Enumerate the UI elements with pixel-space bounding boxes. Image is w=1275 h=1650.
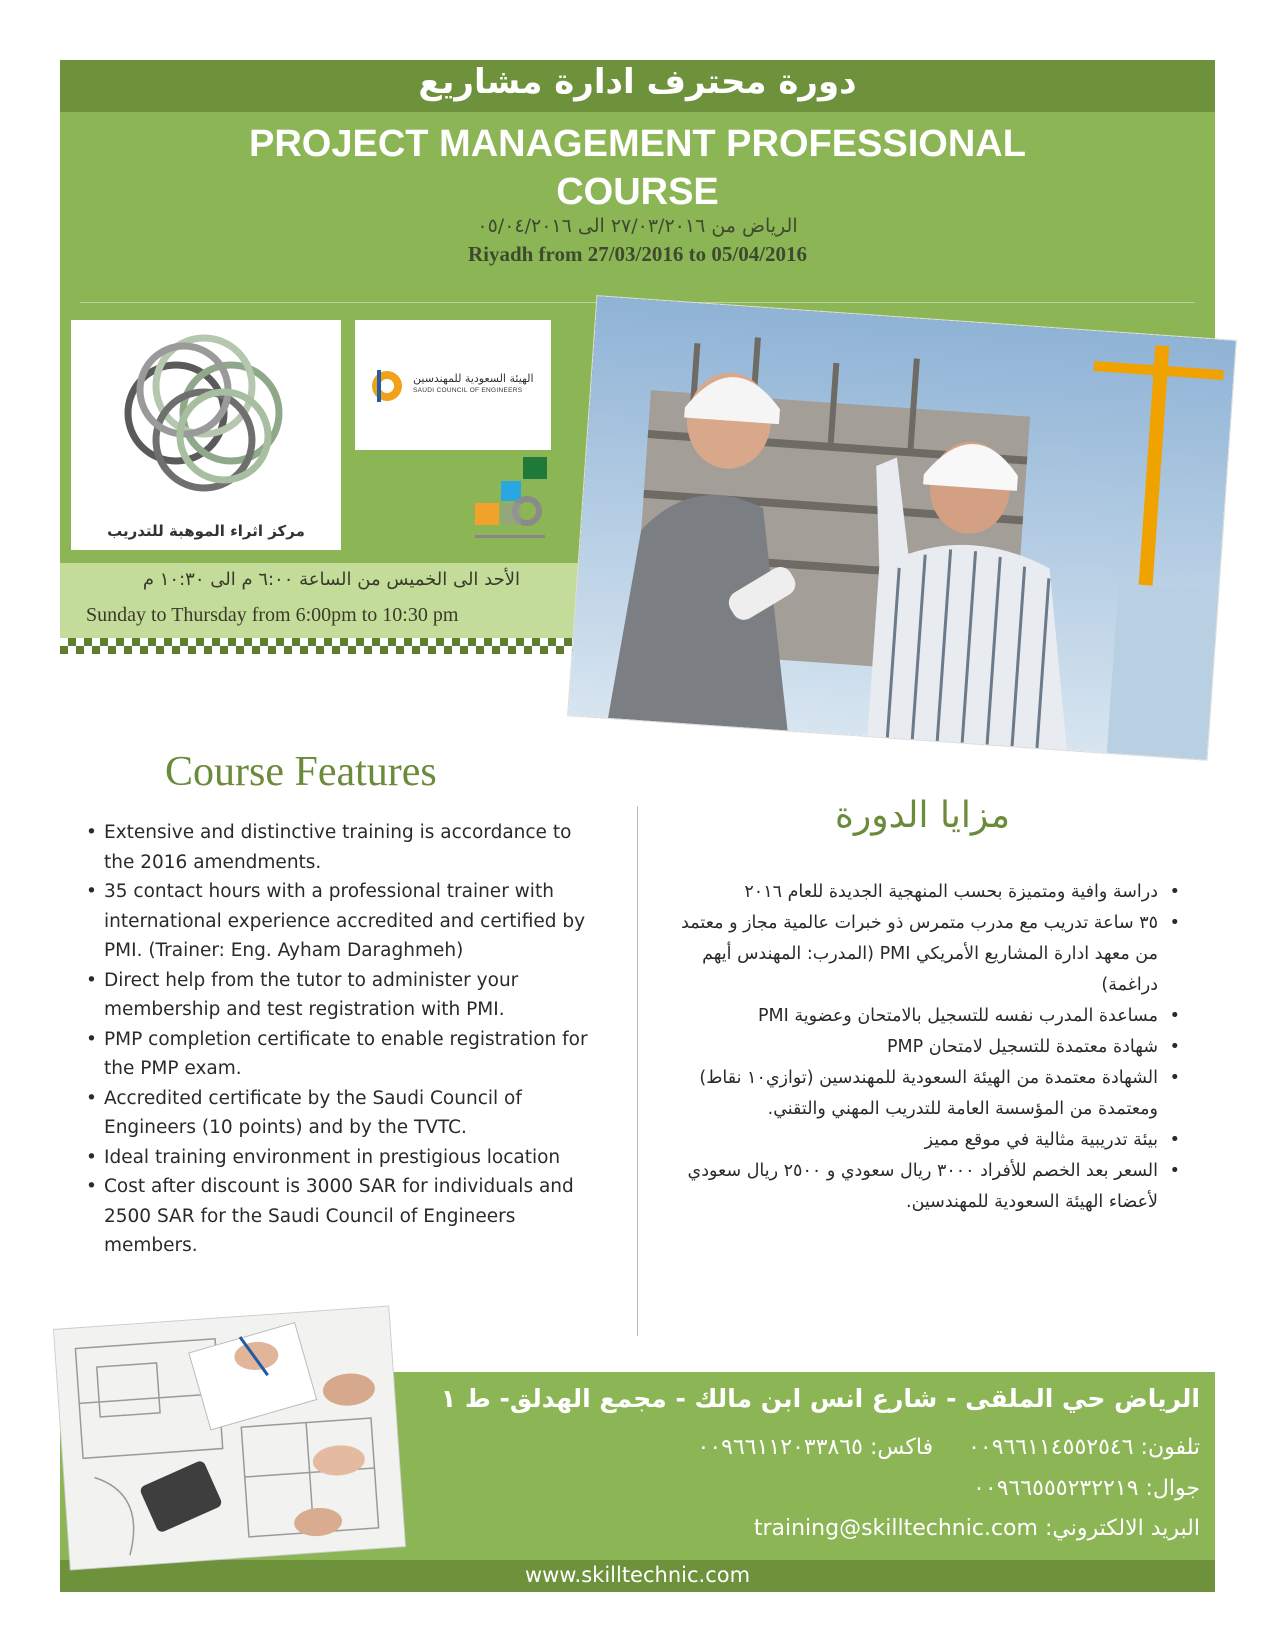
email-label: البريد الالكتروني: bbox=[1044, 1516, 1200, 1541]
engineers-photo bbox=[568, 296, 1236, 760]
mobile-number[interactable]: ٠٠٩٦٦٥٥٥٢٣٢٢١٩ bbox=[973, 1476, 1139, 1501]
course-dates-arabic: الرياض من ٢٧/٠٣/٢٠١٦ الى ٠٥/٠٤/٢٠١٦ bbox=[477, 215, 798, 237]
features-list-english bbox=[86, 818, 596, 1261]
mobile-line bbox=[973, 1476, 1200, 1501]
list-item: • دراسة وافية ومتميزة بحسب المنهجية الجديدة للعام ٢٠١٦ bbox=[680, 877, 1180, 908]
talent-center-logo bbox=[71, 320, 341, 550]
email-link[interactable]: training@skilltechnic.com bbox=[753, 1516, 1038, 1541]
course-dates-english: Riyadh from 27/03/2016 to 05/04/2016 bbox=[467, 242, 808, 266]
list-item: • 35 contact hours with a professional trainer with international experience accredited and certified by PMI. (Trainer: Eng. Ayham Daraghmeh) bbox=[86, 877, 596, 966]
title-band-arabic bbox=[60, 60, 1215, 112]
phone-fax-line bbox=[698, 1435, 1200, 1460]
features-list-arabic bbox=[680, 877, 1180, 1218]
list-item: • Ideal training environment in prestigious location bbox=[86, 1143, 596, 1173]
council-emblem-icon bbox=[367, 366, 407, 406]
list-item: • شهادة معتمدة للتسجيل لامتحان PMP bbox=[680, 1032, 1180, 1063]
saudi-council-logo bbox=[355, 320, 551, 450]
fax-label: فاكس: bbox=[869, 1435, 934, 1460]
talent-center-name: مركز اثراء الموهبة للتدريب bbox=[107, 522, 305, 540]
list-item: • مساعدة المدرب نفسه للتسجيل بالامتحان وعضوية PMI bbox=[680, 1001, 1180, 1032]
list-item: • بيئة تدريبية مثالية في موقع مميز bbox=[680, 1125, 1180, 1156]
list-item: • PMP completion certificate to enable registration for the PMP exam. bbox=[86, 1025, 596, 1084]
schedule-english: Sunday to Thursday from 6:00pm to 10:30 pm bbox=[86, 604, 459, 626]
fax-number: ٠٠٩٦٦١١٢٠٣٣٨٦٥ bbox=[697, 1435, 863, 1460]
phone-label: تلفون: bbox=[1140, 1435, 1200, 1460]
list-item: • Cost after discount is 3000 SAR for individuals and 2500 SAR for the Saudi Council of Engineers members. bbox=[86, 1172, 596, 1261]
course-title-arabic: دورة محترف ادارة مشاريع bbox=[418, 62, 857, 102]
tvtc-logo bbox=[465, 455, 551, 550]
list-item: • ٣٥ ساعة تدريب مع مدرب متمرس ذو خبرات عالمية مجاز و معتمد من معهد ادارة المشاريع الأمريكي PMI (المدرب: المهندس أيهم دراغمة) bbox=[680, 908, 1180, 1001]
features-title-arabic: مزايا الدورة bbox=[835, 795, 1011, 836]
list-item: • Extensive and distinctive training is accordance to the 2016 amendments. bbox=[86, 818, 596, 877]
mobile-label: جوال: bbox=[1145, 1476, 1200, 1501]
course-title-line1: PROJECT MANAGEMENT PROFESSIONAL bbox=[249, 123, 1026, 165]
list-item: • Accredited certificate by the Saudi Council of Engineers (10 points) and by the TVTC. bbox=[86, 1084, 596, 1143]
council-name-arabic: الهيئة السعودية للمهندسين bbox=[413, 372, 534, 385]
tvtc-logo-icon bbox=[465, 455, 551, 550]
email-line bbox=[754, 1516, 1200, 1541]
address: الرياض حي الملقى - شارع انس ابن مالك - مجمع الهدلق- ط ١ bbox=[440, 1384, 1200, 1413]
course-title-english bbox=[60, 120, 1215, 216]
features-title-english: Course Features bbox=[165, 749, 437, 795]
column-divider bbox=[637, 806, 638, 1336]
schedule-panel bbox=[60, 563, 580, 638]
blueprints-photo bbox=[54, 1307, 405, 1570]
list-item: • الشهادة معتمدة من الهيئة السعودية للمهندسين (توازي١٠ نقاط) ومعتمدة من المؤسسة العامة للتدريب المهني والتقني. bbox=[680, 1063, 1180, 1125]
website-band bbox=[60, 1560, 1215, 1592]
checker-border bbox=[60, 638, 580, 654]
blueprints-illustration bbox=[54, 1307, 405, 1570]
rosette-icon bbox=[71, 328, 341, 528]
phone-number[interactable]: ٠٠٩٦٦١١٤٥٥٢٥٤٦ bbox=[968, 1435, 1134, 1460]
course-title-line2: COURSE bbox=[556, 171, 719, 213]
schedule-arabic: الأحد الى الخميس من الساعة ٦:٠٠ م الى ١٠:٣٠ م bbox=[142, 569, 520, 590]
council-name-english: SAUDI COUNCIL OF ENGINEERS bbox=[413, 387, 523, 394]
list-item: • السعر بعد الخصم للأفراد ٣٠٠٠ ريال سعودي و ٢٥٠٠ ريال سعودي لأعضاء الهيئة السعودية للمهندسين. bbox=[680, 1156, 1180, 1218]
engineers-illustration bbox=[568, 296, 1236, 760]
list-item: • Direct help from the tutor to administer your membership and test registration with PMI. bbox=[86, 966, 596, 1025]
website-link[interactable]: www.skilltechnic.com bbox=[524, 1563, 751, 1587]
